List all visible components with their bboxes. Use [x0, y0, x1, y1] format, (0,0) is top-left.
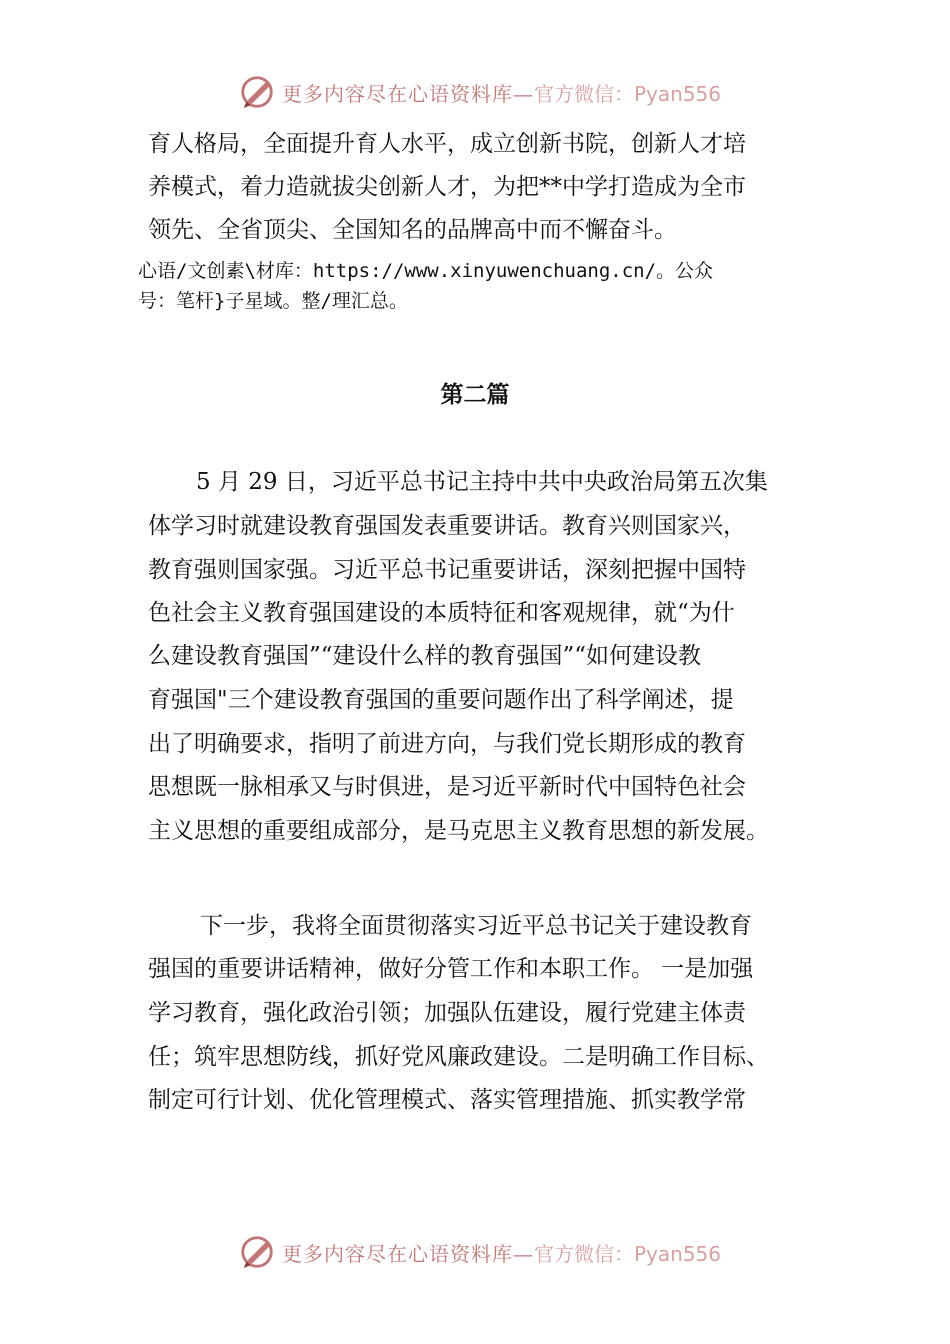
- header-watermark: [238, 72, 721, 112]
- watermark-logo-icon: [238, 1233, 276, 1271]
- paragraph1-line: 思想既一脉相承又与时俱进，是习近平新时代中国特色社会: [148, 774, 746, 800]
- intro-line: 领先、全省顶尖、全国知名的品牌高中而不懈奋斗。: [148, 217, 677, 243]
- paragraph2-line: 强国的重要讲话精神，做好分管工作和本职工作。 一是加强: [148, 956, 754, 982]
- paragraph1-line: 体学习时就建设教育强国发表重要讲话。教育兴则国家兴，: [148, 513, 746, 539]
- watermark-main-text: 更多内容尽在心语资料库—: [282, 1241, 534, 1266]
- paragraph2-line: 制定可行计划、优化管理模式、落实管理措施、抓实教学常: [148, 1087, 746, 1113]
- paragraph1-line: 么建设教育强国”“建设什么样的教育强国”“如何建设教: [148, 643, 702, 669]
- paragraph1-line: 育强国"三个建设教育强国的重要问题作出了科学阐述，提: [148, 687, 734, 713]
- watermark-wechat-text: 官方微信：Pyan556: [534, 1241, 722, 1266]
- intro-line: 养模式，着力造就拔尖创新人才，为把**中学打造成为全市: [148, 174, 746, 200]
- watermark-logo-icon: [238, 73, 276, 111]
- paragraph1-line: 教育强则国家强。习近平总书记重要讲话，深刻把握中国特: [148, 557, 746, 583]
- paragraph2-line: 学习教育，强化政治引领；加强队伍建设，履行党建主体责: [148, 1000, 746, 1026]
- paragraph1-line: 5 月 29 日，习近平总书记主持中共中央政治局第五次集: [196, 469, 768, 495]
- paragraph2-line: 下一步，我将全面贯彻落实习近平总书记关于建设教育: [200, 913, 752, 939]
- paragraph1-line: 色社会主义教育强国建设的本质特征和客观规律，就“为什: [148, 600, 735, 626]
- source-note-line: 号：笔杆}子星域。整/理汇总。: [138, 290, 408, 312]
- watermark-main-text: 更多内容尽在心语资料库—: [282, 81, 534, 106]
- section-heading: 第二篇: [440, 382, 510, 408]
- intro-line: 育人格局，全面提升育人水平，成立创新书院，创新人才培: [148, 131, 746, 157]
- paragraph2-line: 任；筑牢思想防线，抓好党风廉政建设。二是明确工作目标、: [148, 1044, 769, 1070]
- source-note-line: 心语/文创素\材库：https://www.xinyuwenchuang.cn/。公众: [138, 260, 714, 282]
- paragraph1-line: 主义思想的重要组成部分，是马克思主义教育思想的新发展。: [148, 818, 769, 844]
- paragraph1-line: 出了明确要求，指明了前进方向，与我们党长期形成的教育: [148, 731, 746, 757]
- watermark-wechat-text: 官方微信：Pyan556: [534, 81, 722, 106]
- footer-watermark: [238, 1232, 721, 1272]
